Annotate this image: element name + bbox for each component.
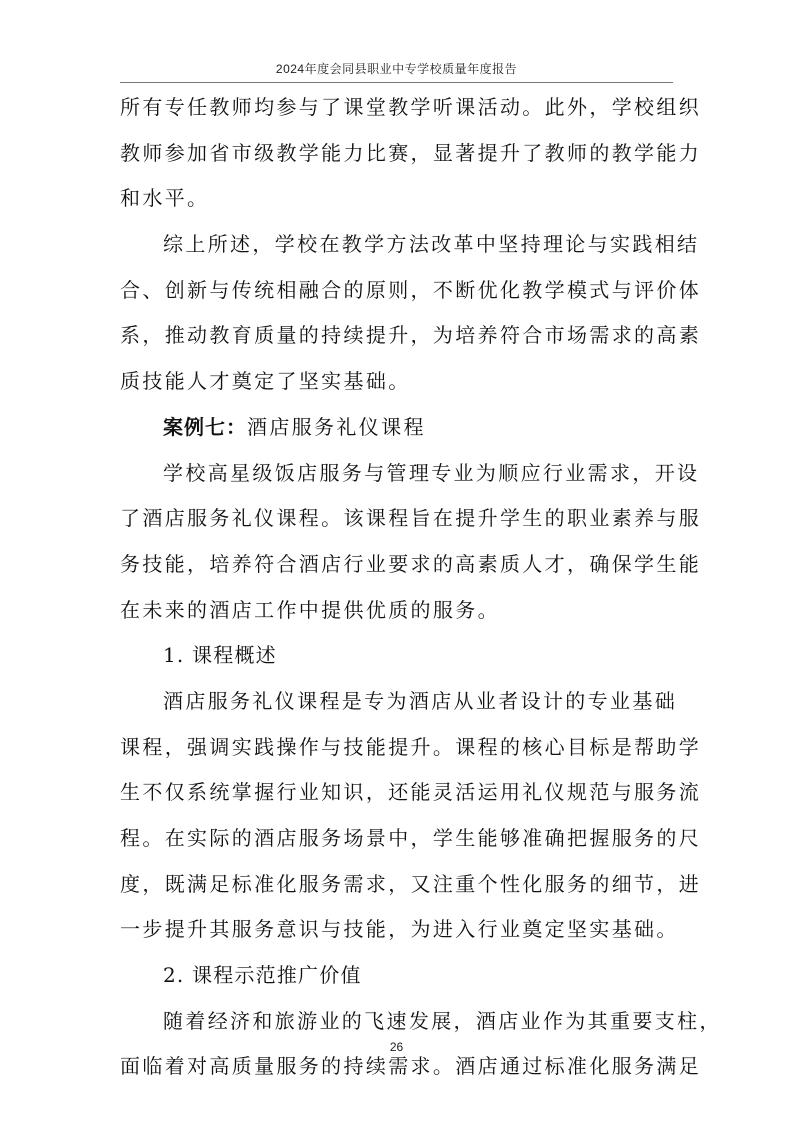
paragraph-line: 系，推动教育质量的持续提升，为培养符合市场需求的高素	[120, 323, 702, 348]
case-heading	[120, 405, 680, 451]
paragraph-line: 面临着对高质量服务的持续需求。酒店通过标准化服务满足	[120, 1054, 702, 1079]
paragraph-line: 一步提升其服务意识与技能，为进入行业奠定坚实基础。	[120, 917, 679, 942]
paragraph-line: 务技能，培养符合酒店行业要求的高素质人才，确保学生能	[120, 551, 702, 576]
document-body	[120, 85, 722, 1090]
paragraph-line: 在未来的酒店工作中提供优质的服务。	[120, 597, 500, 622]
paragraph-line: 生不仅系统掌握行业知识，还能灵活运用礼仪规范与服务流	[120, 780, 702, 805]
paragraph-line: 质技能人才奠定了坚实基础。	[120, 369, 411, 394]
case-label: 案例七：	[163, 414, 247, 439]
page-number: 26	[389, 1040, 404, 1054]
section-heading: 2. 课程示范推广价值	[163, 963, 362, 988]
paragraph-line: 所有专任教师均参与了课堂教学听课活动。此外，学校组织	[120, 95, 702, 119]
page-header: 2024年度会同县职业中专学校质量年度报告	[275, 62, 518, 76]
paragraph-line: 课程，强调实践操作与技能提升。课程的核心目标是帮助学	[120, 734, 702, 759]
paragraph-line: 学校高星级饭店服务与管理专业为顺应行业需求，开设	[163, 460, 700, 485]
section-heading: 1. 课程概述	[163, 643, 277, 668]
paragraph-line: 综上所述，学校在教学方法改革中坚持理论与实践相结	[163, 232, 700, 257]
paragraph-line: 合、创新与传统相融合的原则，不断优化教学模式与评价体	[120, 277, 702, 302]
case-title: 酒店服务礼仪课程	[247, 414, 426, 439]
paragraph-line: 和水平。	[120, 186, 210, 211]
paragraph-line: 酒店服务礼仪课程是专为酒店从业者设计的专业基础	[163, 688, 678, 713]
paragraph-line: 程。在实际的酒店服务场景中，学生能够准确把握服务的尺	[120, 826, 702, 850]
header-divider	[120, 82, 673, 83]
paragraph-line: 教师参加省市级教学能力比赛，显著提升了教师的教学能力	[120, 140, 702, 165]
paragraph-line: 随着经济和旅游业的飞速发展，酒店业作为其重要支柱，	[163, 1008, 722, 1033]
paragraph-line: 度，既满足标准化服务需求，又注重个性化服务的细节，进	[120, 871, 702, 896]
paragraph-line: 了酒店服务礼仪课程。该课程旨在提升学生的职业素养与服	[120, 506, 702, 531]
